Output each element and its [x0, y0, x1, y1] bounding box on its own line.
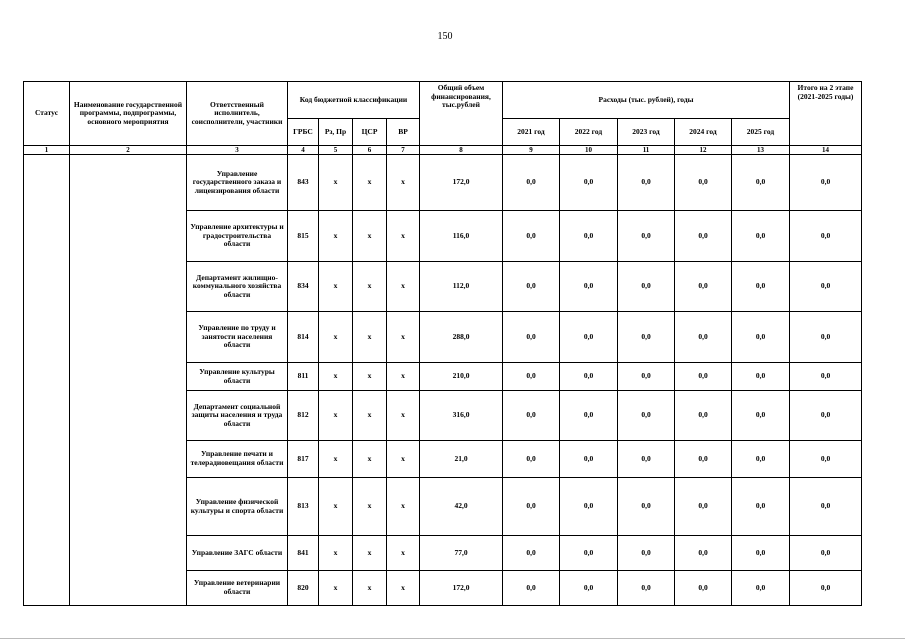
column-number: 7 [387, 146, 420, 155]
year-2025-cell: 0,0 [732, 312, 790, 363]
total-stage-cell: 0,0 [790, 536, 862, 571]
vr-cell: х [387, 478, 420, 536]
year-2022-cell: 0,0 [560, 312, 618, 363]
executor-cell: Управление культуры области [187, 363, 288, 391]
total-volume-cell: 116,0 [420, 211, 503, 262]
year-2021-cell: 0,0 [503, 363, 560, 391]
executor-cell: Управление ветеринарии области [187, 571, 288, 606]
year-2022-cell: 0,0 [560, 478, 618, 536]
executor-cell: Управление по труду и занятости населения области [187, 312, 288, 363]
grbs-cell: 820 [288, 571, 319, 606]
year-2025-cell: 0,0 [732, 262, 790, 312]
executor-cell: Управление государственного заказа и лицензирования области [187, 155, 288, 211]
total-stage-cell: 0,0 [790, 363, 862, 391]
year-2022-cell: 0,0 [560, 262, 618, 312]
total-volume-cell: 288,0 [420, 312, 503, 363]
executor-cell: Департамент жилищно-коммунального хозяйства области [187, 262, 288, 312]
total-stage-cell: 0,0 [790, 571, 862, 606]
total-stage-cell: 0,0 [790, 262, 862, 312]
header-year-2022: 2022 год [560, 119, 618, 146]
rz-pr-cell: х [319, 363, 353, 391]
grbs-cell: 815 [288, 211, 319, 262]
column-number: 14 [790, 146, 862, 155]
grbs-cell: 841 [288, 536, 319, 571]
csr-cell: х [353, 262, 387, 312]
year-2021-cell: 0,0 [503, 478, 560, 536]
header-budget-code: Код бюджетной классификации [288, 82, 420, 119]
year-2023-cell: 0,0 [618, 312, 675, 363]
total-stage-cell: 0,0 [790, 312, 862, 363]
status-cell [24, 155, 70, 606]
executor-cell: Управление архитектуры и градостроительства области [187, 211, 288, 262]
header-total-volume: Общий объем финансирования, тыс.рублей [420, 82, 503, 146]
rz-pr-cell: х [319, 441, 353, 478]
year-2025-cell: 0,0 [732, 391, 790, 441]
rz-pr-cell: х [319, 536, 353, 571]
total-volume-cell: 172,0 [420, 571, 503, 606]
csr-cell: х [353, 155, 387, 211]
rz-pr-cell: х [319, 211, 353, 262]
column-number: 3 [187, 146, 288, 155]
column-number: 4 [288, 146, 319, 155]
year-2025-cell: 0,0 [732, 211, 790, 262]
year-2021-cell: 0,0 [503, 536, 560, 571]
grbs-cell: 812 [288, 391, 319, 441]
year-2023-cell: 0,0 [618, 211, 675, 262]
year-2021-cell: 0,0 [503, 211, 560, 262]
vr-cell: х [387, 155, 420, 211]
year-2023-cell: 0,0 [618, 155, 675, 211]
vr-cell: х [387, 312, 420, 363]
year-2021-cell: 0,0 [503, 312, 560, 363]
executor-cell: Управление ЗАГС области [187, 536, 288, 571]
year-2023-cell: 0,0 [618, 571, 675, 606]
column-number: 12 [675, 146, 732, 155]
year-2025-cell: 0,0 [732, 155, 790, 211]
total-volume-cell: 112,0 [420, 262, 503, 312]
scan-edge-line [0, 638, 905, 639]
vr-cell: х [387, 391, 420, 441]
total-stage-cell: 0,0 [790, 478, 862, 536]
grbs-cell: 813 [288, 478, 319, 536]
column-numbers-row [24, 146, 862, 155]
year-2021-cell: 0,0 [503, 262, 560, 312]
year-2024-cell: 0,0 [675, 536, 732, 571]
column-number: 11 [618, 146, 675, 155]
vr-cell: х [387, 363, 420, 391]
year-2024-cell: 0,0 [675, 478, 732, 536]
year-2025-cell: 0,0 [732, 536, 790, 571]
year-2023-cell: 0,0 [618, 391, 675, 441]
header-grbs: ГРБС [288, 119, 319, 146]
header-rz-pr: Рз, Пр [319, 119, 353, 146]
year-2021-cell: 0,0 [503, 571, 560, 606]
rz-pr-cell: х [319, 478, 353, 536]
total-volume-cell: 42,0 [420, 478, 503, 536]
csr-cell: х [353, 211, 387, 262]
rz-pr-cell: х [319, 155, 353, 211]
vr-cell: х [387, 536, 420, 571]
vr-cell: х [387, 211, 420, 262]
table-row [24, 155, 862, 211]
grbs-cell: 834 [288, 262, 319, 312]
column-number: 9 [503, 146, 560, 155]
grbs-cell: 811 [288, 363, 319, 391]
column-number: 10 [560, 146, 618, 155]
total-volume-cell: 172,0 [420, 155, 503, 211]
column-number: 5 [319, 146, 353, 155]
header-year-2025: 2025 год [732, 119, 790, 146]
budget-table [23, 81, 862, 606]
header-status: Статус [24, 82, 70, 146]
year-2024-cell: 0,0 [675, 262, 732, 312]
header-year-2023: 2023 год [618, 119, 675, 146]
year-2024-cell: 0,0 [675, 441, 732, 478]
year-2022-cell: 0,0 [560, 441, 618, 478]
rz-pr-cell: х [319, 571, 353, 606]
column-number: 1 [24, 146, 70, 155]
csr-cell: х [353, 571, 387, 606]
year-2021-cell: 0,0 [503, 391, 560, 441]
csr-cell: х [353, 312, 387, 363]
year-2022-cell: 0,0 [560, 155, 618, 211]
header-total-stage: Итого на 2 этапе (2021-2025 годы) [790, 82, 862, 146]
total-volume-cell: 210,0 [420, 363, 503, 391]
year-2022-cell: 0,0 [560, 536, 618, 571]
grbs-cell: 843 [288, 155, 319, 211]
vr-cell: х [387, 441, 420, 478]
year-2024-cell: 0,0 [675, 312, 732, 363]
year-2025-cell: 0,0 [732, 571, 790, 606]
year-2024-cell: 0,0 [675, 363, 732, 391]
total-stage-cell: 0,0 [790, 441, 862, 478]
year-2023-cell: 0,0 [618, 536, 675, 571]
year-2021-cell: 0,0 [503, 441, 560, 478]
header-vr: ВР [387, 119, 420, 146]
total-volume-cell: 77,0 [420, 536, 503, 571]
year-2023-cell: 0,0 [618, 441, 675, 478]
column-number: 2 [70, 146, 187, 155]
year-2024-cell: 0,0 [675, 211, 732, 262]
header-program-name: Наименование государственной программы, подпрограммы, основного мероприятия [70, 82, 187, 146]
year-2025-cell: 0,0 [732, 363, 790, 391]
header-csr: ЦСР [353, 119, 387, 146]
csr-cell: х [353, 363, 387, 391]
year-2025-cell: 0,0 [732, 478, 790, 536]
column-number: 8 [420, 146, 503, 155]
year-2023-cell: 0,0 [618, 363, 675, 391]
total-stage-cell: 0,0 [790, 155, 862, 211]
total-stage-cell: 0,0 [790, 211, 862, 262]
year-2024-cell: 0,0 [675, 391, 732, 441]
year-2022-cell: 0,0 [560, 391, 618, 441]
grbs-cell: 817 [288, 441, 319, 478]
vr-cell: х [387, 262, 420, 312]
grbs-cell: 814 [288, 312, 319, 363]
csr-cell: х [353, 391, 387, 441]
year-2025-cell: 0,0 [732, 441, 790, 478]
csr-cell: х [353, 536, 387, 571]
year-2022-cell: 0,0 [560, 211, 618, 262]
program-name-cell [70, 155, 187, 606]
column-number: 13 [732, 146, 790, 155]
executor-cell: Департамент социальной защиты населения и труда области [187, 391, 288, 441]
total-volume-cell: 316,0 [420, 391, 503, 441]
rz-pr-cell: х [319, 262, 353, 312]
year-2023-cell: 0,0 [618, 262, 675, 312]
total-stage-cell: 0,0 [790, 391, 862, 441]
executor-cell: Управление печати и телерадиовещания области [187, 441, 288, 478]
year-2022-cell: 0,0 [560, 571, 618, 606]
column-number: 6 [353, 146, 387, 155]
year-2021-cell: 0,0 [503, 155, 560, 211]
header-row-1 [24, 82, 862, 119]
rz-pr-cell: х [319, 391, 353, 441]
page-number: 150 [437, 31, 453, 42]
total-volume-cell: 21,0 [420, 441, 503, 478]
year-2022-cell: 0,0 [560, 363, 618, 391]
rz-pr-cell: х [319, 312, 353, 363]
executor-cell: Управление физической культуры и спорта области [187, 478, 288, 536]
csr-cell: х [353, 441, 387, 478]
header-year-2021: 2021 год [503, 119, 560, 146]
header-year-2024: 2024 год [675, 119, 732, 146]
year-2024-cell: 0,0 [675, 571, 732, 606]
year-2023-cell: 0,0 [618, 478, 675, 536]
csr-cell: х [353, 478, 387, 536]
header-executor: Ответственный исполнитель, соисполнители, участники [187, 82, 288, 146]
vr-cell: х [387, 571, 420, 606]
year-2024-cell: 0,0 [675, 155, 732, 211]
header-expenses: Расходы (тыс. рублей), годы [503, 82, 790, 119]
